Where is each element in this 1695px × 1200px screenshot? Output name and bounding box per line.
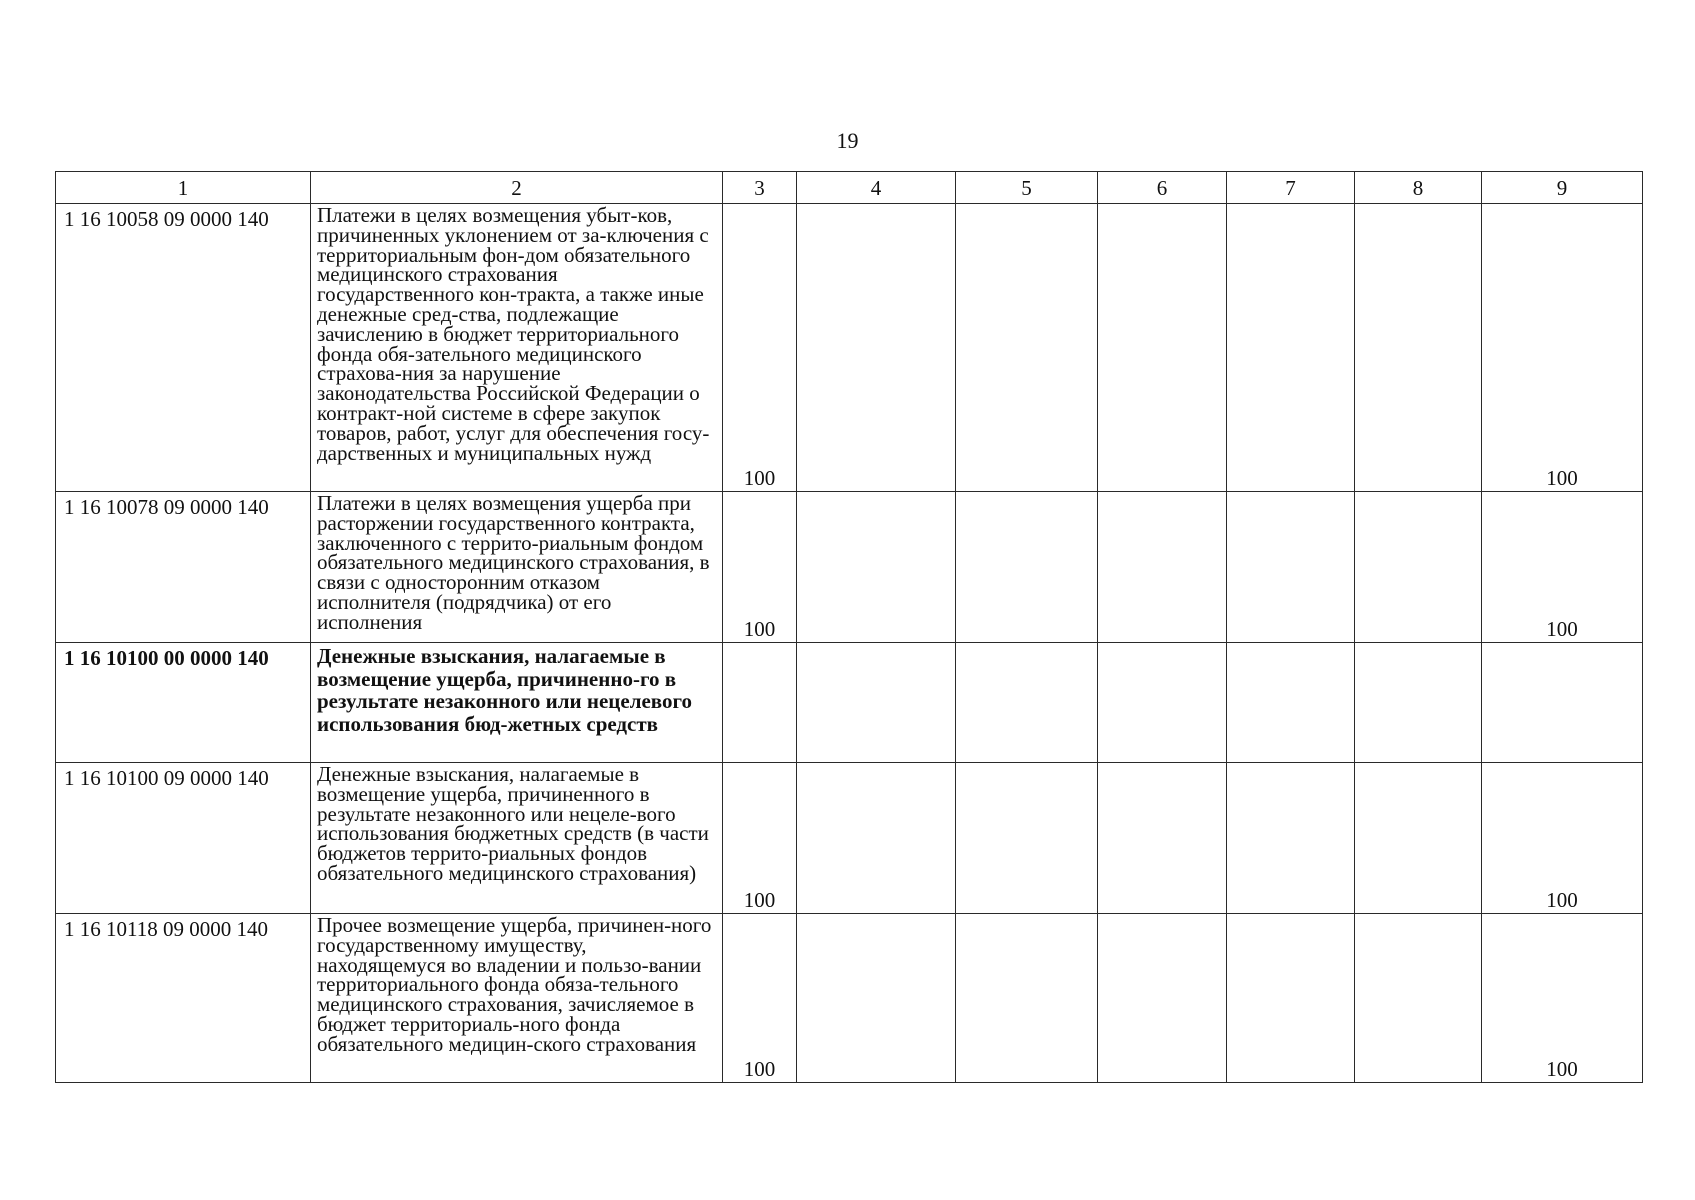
header-col-1: 1 [56,172,311,204]
page-number: 19 [836,128,859,153]
row-col7-value [1227,643,1355,763]
budget-classification-table [55,171,1643,1083]
header-col-6: 6 [1098,172,1227,204]
row-description: Платежи в целях возмещения убыт-ков, причиненных уклонением от за-ключения с территориальным фон-дом обязательного медицинского страхования государственного кон-тракта, а также иные денежные сред-ства, подлежащие зачислению в бюджет территориального фонда обя-зательного медицинского страхова-ния за нарушение законодательства Российской Федерации о контракт-ной системе в сфере закупок товаров, работ, услуг для обеспечения госу-дарственных и муниципальных нужд [311,204,723,492]
row-description: Прочее возмещение ущерба, причинен-ного государственному имуществу, находящемуся во владении и пользо-вании территориального фонда обяза-тельного медицинского страхования, зачисляемое в бюджет территориаль-ного фонда обязательного медицин-ского страхования [311,914,723,1083]
header-col-2: 2 [311,172,723,204]
row-col4-value [797,914,956,1083]
row-col7-value [1227,914,1355,1083]
row-code: 1 16 10058 09 0000 140 [56,204,311,492]
row-col8-value [1355,914,1482,1083]
row-col3-value [723,643,797,763]
table-row [56,914,1643,1083]
row-col9-value: 100 [1482,914,1643,1083]
row-code: 1 16 10118 09 0000 140 [56,914,311,1083]
table-row [56,643,1643,763]
row-col4-value [797,204,956,492]
row-col8-value [1355,204,1482,492]
row-col7-value [1227,492,1355,643]
header-col-4: 4 [797,172,956,204]
table-row [56,492,1643,643]
row-col6-value [1098,204,1227,492]
row-col8-value [1355,763,1482,914]
row-description: Денежные взыскания, налагаемые в возмещение ущерба, причиненно-го в результате незаконного или нецелевого использования бюд-жетных средств [311,643,723,763]
row-col9-value: 100 [1482,763,1643,914]
header-row [56,172,1643,204]
row-col9-value: 100 [1482,492,1643,643]
header-col-3: 3 [723,172,797,204]
row-code: 1 16 10100 00 0000 140 [56,643,311,763]
table-row [56,763,1643,914]
header-col-9: 9 [1482,172,1643,204]
row-col3-value: 100 [723,914,797,1083]
header-col-7: 7 [1227,172,1355,204]
table-row [56,204,1643,492]
row-col9-value [1482,643,1643,763]
row-col5-value [956,643,1098,763]
row-col5-value [956,763,1098,914]
row-description: Денежные взыскания, налагаемые в возмещение ущерба, причиненного в результате незаконного или нецеле-вого использования бюджетных средств (в части бюджетов террито-риальных фондов обязательного медицинского страхования) [311,763,723,914]
row-col8-value [1355,643,1482,763]
row-col8-value [1355,492,1482,643]
header-col-5: 5 [956,172,1098,204]
row-col6-value [1098,914,1227,1083]
row-col9-value: 100 [1482,204,1643,492]
row-col5-value [956,204,1098,492]
row-col5-value [956,914,1098,1083]
row-code: 1 16 10078 09 0000 140 [56,492,311,643]
row-code: 1 16 10100 09 0000 140 [56,763,311,914]
row-col7-value [1227,204,1355,492]
row-col7-value [1227,763,1355,914]
row-description: Платежи в целях возмещения ущерба при расторжении государственного контракта, заключенного с террито-риальным фондом обязательного медицинского страхования, в связи с односторонним отказом исполнителя (подрядчика) от его исполнения [311,492,723,643]
row-col4-value [797,763,956,914]
row-col6-value [1098,763,1227,914]
row-col3-value: 100 [723,204,797,492]
row-col6-value [1098,492,1227,643]
row-col3-value: 100 [723,492,797,643]
row-col5-value [956,492,1098,643]
row-col4-value [797,643,956,763]
header-col-8: 8 [1355,172,1482,204]
row-col4-value [797,492,956,643]
row-col3-value: 100 [723,763,797,914]
row-col6-value [1098,643,1227,763]
